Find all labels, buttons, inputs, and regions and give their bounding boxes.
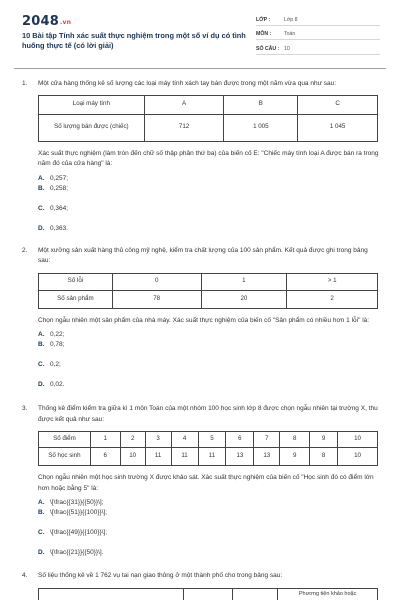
table-cell: 8 — [280, 432, 310, 448]
table-cell: 1 045 — [298, 114, 378, 141]
answer-label: B. — [38, 184, 45, 192]
table-cell: 7 — [254, 432, 280, 448]
question-2-table — [38, 273, 378, 309]
answer-label: B. — [38, 509, 45, 516]
answer-option[interactable] — [38, 184, 212, 194]
answer-label: D. — [38, 549, 45, 556]
answer-text: 0,02. — [50, 381, 65, 388]
table-cell: 6 — [226, 432, 254, 448]
answer-label: A. — [38, 499, 45, 506]
table-cell: Số lỗi — [39, 273, 113, 290]
answer-label: D. — [38, 224, 45, 232]
header-divider — [14, 68, 386, 69]
answer-text: 0,258; — [50, 184, 69, 192]
answer-label: C. — [38, 204, 45, 212]
table-row — [39, 114, 378, 141]
table-cell: 13 — [254, 448, 280, 466]
table-cell: 1 — [201, 273, 287, 290]
table-cell: 10 — [120, 448, 145, 466]
table-row — [39, 290, 378, 308]
answer-option[interactable] — [38, 340, 212, 350]
question-text: Thống kê điểm kiểm tra giữa kì 1 môn Toán của một nhóm 100 học sinh lớp 8 được chọn ngẫu nhiên tại trường X, thu được kết quả như sau: — [38, 405, 378, 423]
answer-option[interactable] — [38, 360, 212, 370]
table-cell — [39, 588, 184, 600]
table-row — [39, 432, 378, 448]
table-cell: 6 — [90, 448, 120, 466]
answer-text: \[\frac{{51}}{{100}}\]; — [50, 509, 108, 516]
meta-row-subject — [256, 26, 380, 41]
answer-option[interactable] — [38, 224, 212, 234]
question-3-stem — [22, 404, 380, 425]
table-cell: 3 — [145, 432, 171, 448]
answer-label: A. — [38, 331, 45, 338]
answer-text: 0,22; — [50, 331, 65, 338]
question-1-prompt: Xác suất thực nghiệm (làm tròn đến chữ số thập phân thứ ba) của biến cố E: "Chiếc máy tính loại A được bán ra trong năm đó của cửa hàng" là: — [38, 149, 379, 167]
answer-option[interactable] — [38, 508, 212, 518]
table-cell: Số lượng bán được (chiếc) — [39, 114, 145, 141]
meta-label: LỚP : — [256, 16, 271, 23]
table-cell: > 1 — [287, 273, 378, 290]
answer-label: D. — [38, 381, 45, 388]
document-header — [0, 0, 400, 66]
table-cell: B — [224, 95, 298, 114]
document-meta — [256, 11, 380, 55]
answer-label: C. — [38, 361, 45, 368]
table-row — [39, 95, 378, 114]
table-cell: 1 005 — [224, 114, 298, 141]
answer-label: A. — [38, 174, 45, 182]
meta-row-class — [256, 11, 380, 26]
question-1-stem — [22, 79, 380, 90]
question-number: 2. — [22, 246, 28, 254]
question-3-table — [38, 431, 378, 466]
table-cell: 5 — [198, 432, 226, 448]
question-1-table — [38, 95, 378, 142]
table-cell: Số học sinh — [39, 448, 91, 466]
answer-text: 0,363. — [50, 224, 69, 232]
answer-text: \[\frac{{21}}{{50}}\]. — [50, 549, 104, 556]
table-cell: 10 — [338, 432, 378, 448]
logo-text: 2048 — [22, 14, 59, 29]
answer-text: 0,2; — [50, 361, 61, 368]
table-cell: A — [144, 95, 224, 114]
table-cell: 9 — [280, 448, 310, 466]
meta-value: 10 — [284, 45, 290, 52]
answer-text: \[\frac{{31}}{{50}}\]; — [50, 499, 104, 506]
meta-row-count — [256, 40, 380, 55]
table-cell — [183, 588, 233, 600]
table-cell: Số điểm — [39, 432, 91, 448]
meta-label: SỐ CÂU : — [256, 45, 280, 52]
table-cell: 712 — [144, 114, 224, 141]
table-cell: 11 — [198, 448, 226, 466]
site-logo[interactable] — [22, 14, 71, 29]
table-cell: 0 — [112, 273, 201, 290]
question-number: 1. — [22, 80, 28, 87]
question-3-answers — [22, 498, 380, 558]
question-text: Số liệu thống kê về 1 762 vụ tai nạn giao thông ở một thành phố cho trong bảng sau: — [38, 572, 283, 579]
question-4-stem — [22, 571, 380, 582]
table-cell: 2 — [120, 432, 145, 448]
answer-text: \[\frac{{49}}{{100}}\]; — [50, 529, 108, 536]
meta-label: MÔN : — [256, 31, 272, 37]
table-cell — [233, 588, 278, 600]
table-row — [39, 448, 378, 466]
table-cell: Phương tiện khảo hoặc — [278, 588, 378, 600]
meta-value: Toán — [284, 31, 296, 37]
table-cell: 4 — [171, 432, 198, 448]
answer-option[interactable] — [38, 204, 212, 214]
question-3-prompt: Chọn ngẫu nhiên một học sinh trường X được khảo sát. Xác suất thực nghiệm của biến cố "Học sinh đó có điểm lớn hơn hoặc bằng 5" là: — [38, 474, 374, 492]
table-cell: Loại máy tính — [39, 95, 145, 114]
table-cell: 78 — [112, 290, 201, 308]
question-4-table — [38, 588, 378, 600]
table-cell: 8 — [310, 448, 338, 466]
question-number: 3. — [22, 405, 28, 412]
question-2-answers — [22, 330, 380, 390]
question-1-answers — [22, 174, 380, 234]
table-cell: 1 — [90, 432, 120, 448]
table-cell: 2 — [287, 290, 378, 308]
question-2-prompt: Chọn ngẫu nhiên một sản phẩm của nhà máy. Xác suất thực nghiệm của biến cố "Sản phẩm có nhiều hơn 1 lỗi" là: — [38, 316, 370, 324]
question-text: Một xưởng sản xuất hàng thủ công mỹ nghệ, kiểm tra chất lượng của 100 sản phẩm. Kết quả được ghi trong bảng sau: — [38, 246, 368, 264]
meta-value: Lớp 8 — [284, 16, 298, 23]
answer-text: 0,257; — [50, 174, 69, 182]
question-number: 4. — [22, 572, 28, 579]
answer-option[interactable] — [38, 498, 212, 508]
table-cell: 9 — [310, 432, 338, 448]
table-row — [39, 273, 378, 290]
answer-option[interactable] — [38, 174, 212, 184]
answer-text: 0,364; — [50, 204, 69, 212]
answer-label: C. — [38, 529, 45, 536]
answer-option[interactable] — [38, 528, 212, 538]
table-cell: C — [298, 95, 378, 114]
answer-label: B. — [38, 341, 45, 348]
table-cell: Số sản phẩm — [39, 290, 113, 308]
document-title: 10 Bài tập Tính xác suất thực nghiệm trong một số ví dụ có tình huống thực tế (có lời giải) — [22, 31, 246, 50]
table-cell: 13 — [226, 448, 254, 466]
answer-text: 0,78; — [50, 341, 65, 348]
logo-suffix: .vn — [59, 19, 72, 26]
answer-option[interactable] — [38, 330, 212, 340]
questions-content — [22, 79, 380, 600]
table-cell: 20 — [201, 290, 287, 308]
question-text: Một cửa hàng thống kê số lượng các loại máy tính xách tay bán được trong một năm vừa qua như sau: — [38, 80, 337, 87]
question-2-stem — [22, 246, 380, 267]
table-cell: 10 — [338, 448, 378, 466]
answer-option[interactable] — [38, 548, 212, 558]
table-row — [39, 588, 378, 600]
table-cell: 11 — [171, 448, 198, 466]
answer-option[interactable] — [38, 380, 212, 390]
table-cell: 11 — [145, 448, 171, 466]
